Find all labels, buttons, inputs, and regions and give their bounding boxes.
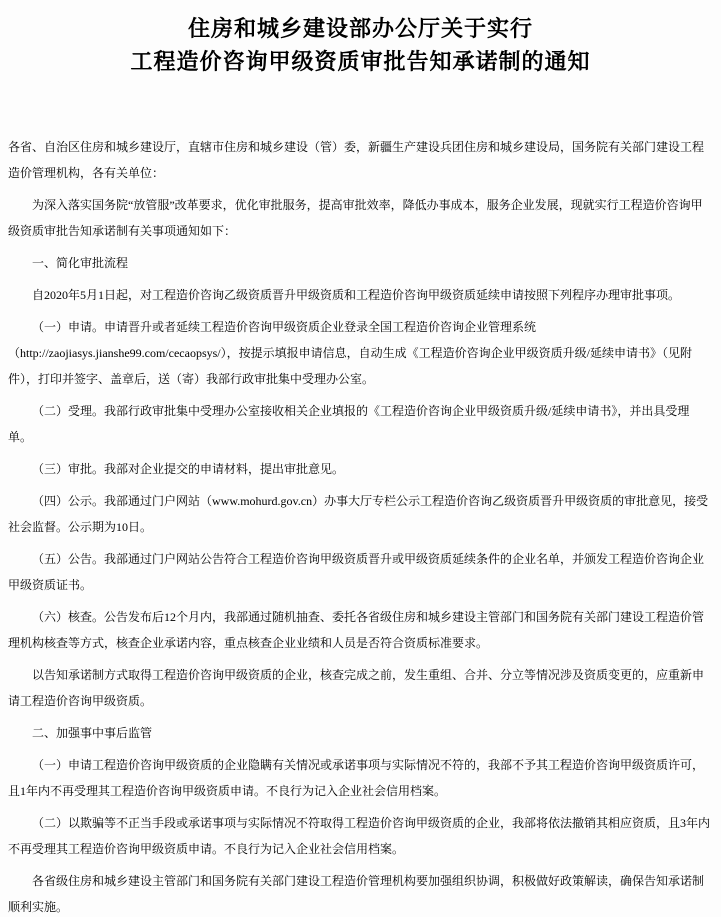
para-requalification-rule: 以告知承诺制方式取得工程造价咨询甲级资质的企业，核查完成之前，发生重组、合并、分立等情况涉及资质变更的，应重新申请工程造价咨询甲级资质。 bbox=[8, 668, 705, 708]
para-salutation: 各省、自治区住房和城乡建设厅，直辖市住房和城乡建设（管）委，新疆生产建设兵团住房和城乡建设局，国务院有关部门建设工程造价管理机构，各有关单位： bbox=[8, 140, 705, 180]
para-step-application: （一）申请。申请晋升或者延续工程造价咨询甲级资质企业登录全国工程造价咨询企业管理系统（http://zaojiasys.jianshe99.com/cecaopsys/），按提示填报申请信息，自动生成《工程造价咨询企业甲级资质升级/延续申请书》（见附件），打印并签字、盖章后，送（寄）我部行政审批集中受理办公室。 bbox=[8, 320, 692, 386]
heading-strengthen-supervision: 二、加强事中事后监管 bbox=[32, 726, 153, 740]
para-effective-date: 自2020年5月1日起，对工程造价咨询乙级资质晋升甲级资质和工程造价咨询甲级资质延续申请按照下列程序办理审批事项。 bbox=[32, 288, 681, 302]
notice-title bbox=[8, 12, 713, 78]
para-intro: 为深入落实国务院“放管服”改革要求，优化审批服务，提高审批效率，降低办事成本，服务企业发展，现就实行工程造价咨询甲级资质审批告知承诺制有关事项通知如下： bbox=[8, 198, 703, 238]
para-step-verification: （六）核查。公告发布后12个月内，我部通过随机抽查、委托各省级住房和城乡建设主管部门和国务院有关部门建设工程造价管理机构核查等方式，核查企业承诺内容，重点核查企业业绩和人员是否符合资质标准要求。 bbox=[8, 610, 705, 650]
heading-simplify-approval-process: 一、简化审批流程 bbox=[32, 256, 129, 270]
notice-body bbox=[8, 134, 713, 917]
para-step-approval: （三）审批。我部对企业提交的申请材料，提出审批意见。 bbox=[32, 462, 345, 476]
para-penalty-concealment: （一）申请工程造价咨询甲级资质的企业隐瞒有关情况或承诺事项与实际情况不符的，我部不予其工程造价咨询甲级资质许可，且1年内不再受理其工程造价咨询甲级资质申请。不良行为记入企业社会信用档案。 bbox=[8, 758, 705, 798]
notice-title-line-2: 工程造价咨询甲级资质审批告知承诺制的通知 bbox=[130, 49, 591, 74]
para-step-acceptance: （二）受理。我部行政审批集中受理办公室接收相关企业填报的《工程造价咨询企业甲级资质升级/延续申请书》，并出具受理单。 bbox=[8, 404, 690, 444]
para-penalty-fraud: （二）以欺骗等不正当手段或承诺事项与实际情况不符取得工程造价咨询甲级资质的企业，我部将依法撤销其相应资质，且3年内不再受理其工程造价咨询甲级资质申请。不良行为记入企业社会信用档案。 bbox=[8, 816, 711, 856]
para-implementation: 各省级住房和城乡建设主管部门和国务院有关部门建设工程造价管理机构要加强组织协调，积极做好政策解读，确保告知承诺制顺利实施。 bbox=[8, 874, 705, 914]
notice-title-line-1: 住房和城乡建设部办公厅关于实行 bbox=[187, 16, 533, 41]
para-step-announcement: （五）公告。我部通过门户网站公告符合工程造价咨询甲级资质晋升或甲级资质延续条件的企业名单，并颁发工程造价咨询企业甲级资质证书。 bbox=[8, 552, 705, 592]
para-step-publicity: （四）公示。我部通过门户网站（www.mohurd.gov.cn）办事大厅专栏公示工程造价咨询乙级资质晋升甲级资质的审批意见，接受社会监督。公示期为10日。 bbox=[8, 494, 709, 534]
